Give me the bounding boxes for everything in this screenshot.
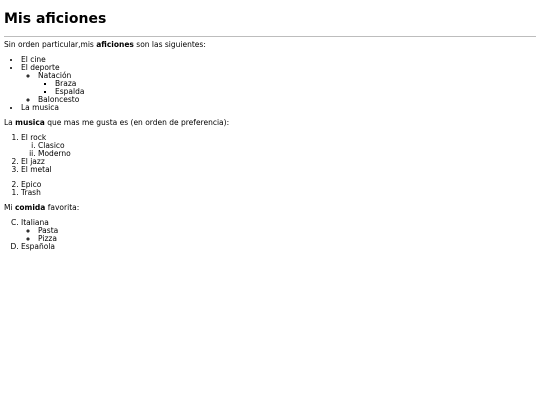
list-item-label: Natación: [38, 71, 72, 80]
metal-list: [4, 181, 536, 197]
list-item-label: Pizza: [38, 234, 57, 243]
page-title: Mis aficiones: [4, 11, 107, 27]
food-text-before: Mi: [4, 203, 15, 212]
music-paragraph: [4, 119, 536, 127]
list-item-jazz: [21, 158, 536, 166]
list-item-pasta: [38, 227, 536, 235]
list-item-cine: [21, 56, 536, 64]
music-text-before: La: [4, 118, 16, 127]
list-item-baloncesto: [38, 96, 536, 104]
list-item-label: Braza: [55, 79, 77, 88]
food-paragraph: [4, 204, 536, 212]
list-item-pizza: [38, 235, 536, 243]
list-item-espanola: [21, 243, 536, 251]
divider: [4, 36, 536, 37]
list-item-label: Española: [21, 242, 56, 251]
sports-list: [21, 72, 536, 104]
list-item-metal: [21, 166, 536, 174]
list-item-label: El deporte: [21, 63, 60, 72]
list-item-moderno: [38, 150, 536, 158]
swimming-styles-list: [38, 80, 536, 96]
food-text-bold: comida: [14, 203, 46, 212]
list-item-musica: [21, 104, 536, 112]
intro-text-after: son las siguientes:: [133, 40, 206, 49]
food-text-after: favorita:: [45, 203, 80, 212]
list-item-label: El rock: [21, 133, 47, 142]
list-item-label: Epico: [21, 180, 42, 189]
list-item-deporte: [21, 64, 536, 104]
hobbies-list: [4, 56, 536, 112]
list-item-label: La musica: [21, 103, 59, 112]
list-item-label: El jazz: [21, 157, 45, 166]
rock-styles-list: [21, 142, 536, 158]
intro-paragraph: [4, 41, 536, 49]
list-item-italiana: [21, 219, 536, 243]
list-item-label: El metal: [21, 165, 52, 174]
list-item-natacion: [38, 72, 536, 96]
list-item-label: Moderno: [38, 149, 71, 158]
list-item-label: El cine: [21, 55, 46, 64]
list-item-label: Clasico: [38, 141, 65, 150]
food-list: [4, 219, 536, 251]
music-text-after: que mas me gusta es (en orden de preferencia):: [44, 118, 230, 127]
italian-dishes-list: [21, 227, 536, 243]
list-item-label: Italiana: [21, 218, 49, 227]
list-item-label: Baloncesto: [38, 95, 80, 104]
intro-text-before: Sin orden particular,mis: [4, 40, 97, 49]
list-item-trash: [21, 189, 536, 197]
music-text-bold: musica: [15, 118, 45, 127]
intro-text-bold: aficiones: [96, 40, 134, 49]
list-item-label: Espalda: [55, 87, 85, 96]
music-list: [4, 134, 536, 174]
list-item-espalda: [55, 88, 536, 96]
list-item-rock: [21, 134, 536, 158]
list-item-label: Trash: [21, 188, 41, 197]
list-item-clasico: [38, 142, 536, 150]
list-item-label: Pasta: [38, 226, 59, 235]
list-item-epico: [21, 181, 536, 189]
list-item-braza: [55, 80, 536, 88]
